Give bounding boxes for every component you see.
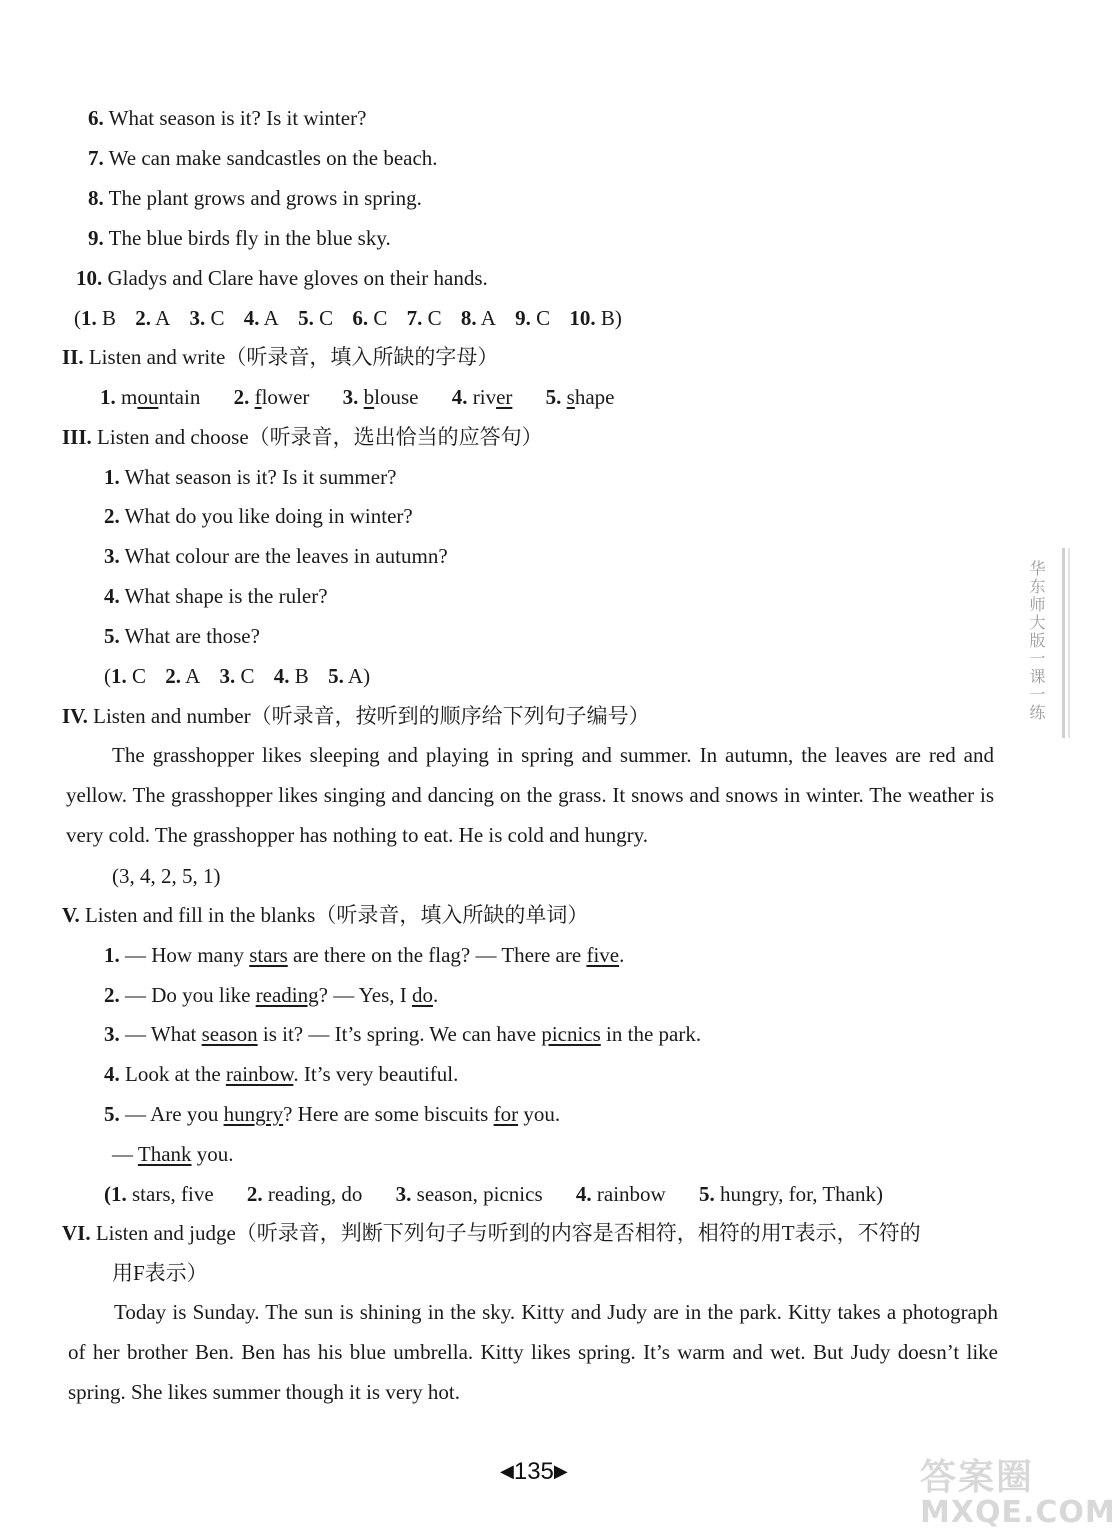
s5-l3: 3. — What season is it? — It’s spring. We can have picnics in the park. (104, 1022, 702, 1046)
watermark-logo (920, 1457, 1116, 1530)
q7: 7. We can make sandcastles on the beach. (88, 146, 438, 170)
section5-answers: (1. stars, five 2. reading, do 3. season, picnics 4. rainbow 5. hungry, for, Thank) (104, 1182, 883, 1206)
s5-l6: — Thank you. (112, 1142, 234, 1166)
s3-q3: 3. What colour are the leaves in autumn? (104, 544, 448, 568)
q10: 10. Gladys and Clare have gloves on their hands. (76, 266, 488, 290)
section2-heading: II. Listen and write（听录音，填入所缺的字母） (62, 345, 499, 369)
section4-answer: (3, 4, 2, 5, 1) (112, 864, 221, 888)
sidebar-rule-secondary (1068, 548, 1070, 738)
section1-answers: (1. B 2. A 3. C 4. A 5. C 6. C 7. C 8. A 9. C 10. B) (74, 306, 622, 330)
right-triangle-icon: ▶ (553, 1461, 568, 1481)
watermark-line2: MXQE.COM (920, 1495, 1116, 1530)
section3-answers: (1. C 2. A 3. C 4. B 5. A) (104, 664, 371, 688)
section3-heading: III. Listen and choose（听录音，选出恰当的应答句） (62, 425, 543, 449)
s3-q1: 1. What season is it? Is it summer? (104, 465, 397, 489)
left-triangle-icon: ◀ (500, 1461, 514, 1481)
section4-passage: The grasshopper likes sleeping and playing in spring and summer. In autumn, the leaves are red and yellow. The grasshopper likes singing and dancing on the grass. It snows and snows in winter. The weather is very cold. The grasshopper has nothing to eat. He is cold and hungry. (66, 743, 994, 847)
section4-heading: IV. Listen and number（听录音，按听到的顺序给下列句子编号） (62, 704, 650, 728)
s3-q4: 4. What shape is the ruler? (104, 584, 328, 608)
q6: 6. What season is it? Is it winter? (88, 106, 367, 130)
section6-heading-cont: 用F表示） (112, 1261, 208, 1285)
section5-heading: V. Listen and fill in the blanks（听录音，填入所缺的单词） (62, 903, 589, 927)
sidebar-book-title: 华东师大版一课一练 (1027, 560, 1046, 722)
q9: 9. The blue birds fly in the blue sky. (88, 226, 391, 250)
section2-words: 1. mountain 2. flower 3. blouse 4. river 5. shape (100, 385, 615, 409)
section6-heading: VI. Listen and judge（听录音，判断下列句子与听到的内容是否相符，相符的用T表示，不符的 (62, 1221, 921, 1245)
s5-l1: 1. — How many stars are there on the flag? — There are five. (104, 943, 625, 967)
page-number: ◀135▶ (500, 1458, 568, 1485)
s5-l4: 4. Look at the rainbow. It’s very beautiful. (104, 1062, 459, 1086)
s3-q5: 5. What are those? (104, 624, 260, 648)
sidebar-rule (1062, 548, 1065, 738)
section6-passage: Today is Sunday. The sun is shining in the sky. Kitty and Judy are in the park. Kitty takes a photograph of her brother Ben. Ben has his blue umbrella. Kitty likes spring. It’s warm and wet. But Judy doesn’t like spring. She likes summer though it is very hot. (68, 1300, 998, 1404)
s5-l2: 2. — Do you like reading? — Yes, I do. (104, 983, 439, 1007)
s3-q2: 2. What do you like doing in winter? (104, 504, 413, 528)
q8: 8. The plant grows and grows in spring. (88, 186, 422, 210)
s5-l5: 5. — Are you hungry? Here are some biscuits for you. (104, 1102, 561, 1126)
watermark-line1: 答案圈 (920, 1457, 1035, 1498)
